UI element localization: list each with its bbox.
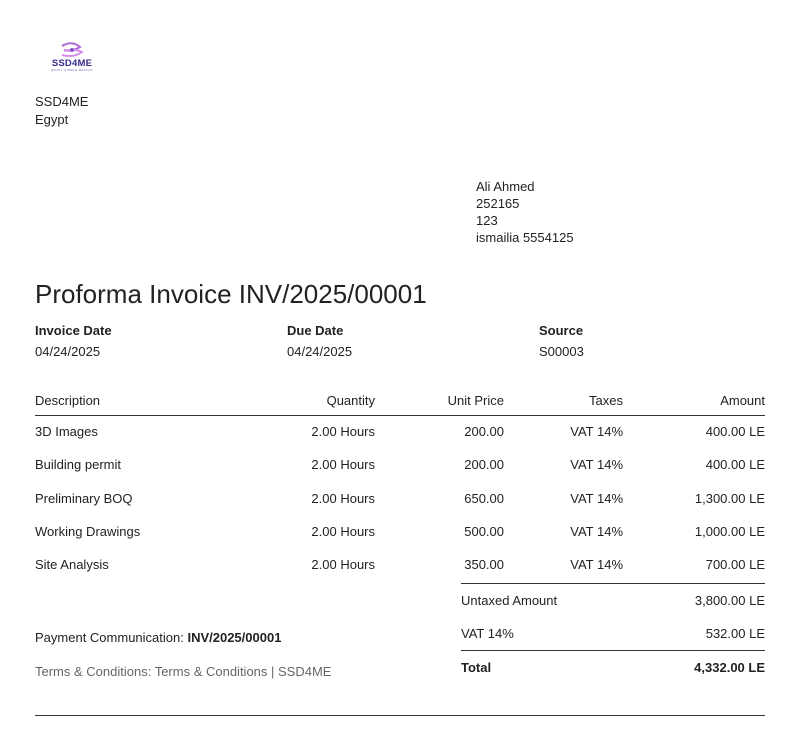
total-label: Total	[461, 660, 492, 675]
logo-tagline: ENJOY SIMPLE DESIGN	[51, 68, 93, 72]
line-taxes: VAT 14%	[570, 490, 623, 506]
vat-value: 532.00 LE	[705, 626, 765, 641]
line-description: Site Analysis	[35, 557, 109, 573]
header-quantity: Quantity	[235, 386, 375, 415]
footer-divider	[35, 715, 765, 716]
table-header-row	[35, 386, 765, 415]
partner-line-3: ismailia 5554125	[476, 230, 574, 245]
logo-wordmark: SSD4ME	[51, 58, 93, 69]
line-unit-price: 200.00	[464, 457, 504, 473]
line-amount: 700.00 LE	[705, 557, 765, 573]
line-taxes: VAT 14%	[570, 457, 623, 473]
table-row	[35, 448, 765, 481]
line-taxes: VAT 14%	[570, 524, 623, 540]
invoice-date-label: Invoice Date	[35, 323, 112, 338]
line-taxes: VAT 14%	[570, 557, 623, 573]
company-logo	[46, 42, 98, 74]
line-description: Preliminary BOQ	[35, 490, 133, 506]
partner-line-2: 123	[476, 213, 498, 228]
partner-name: Ali Ahmed	[476, 179, 535, 194]
total-row	[461, 650, 765, 684]
untaxed-label: Untaxed Amount	[461, 593, 558, 608]
line-amount: 400.00 LE	[705, 457, 765, 473]
header-description: Description	[35, 386, 235, 415]
invoice-lines-table	[35, 386, 765, 581]
due-date-block	[287, 323, 352, 359]
line-unit-price: 200.00	[464, 424, 504, 440]
table-row	[35, 415, 765, 448]
untaxed-row	[461, 584, 765, 617]
line-quantity: 2.00 Hours	[311, 557, 375, 573]
invoice-date-value: 04/24/2025	[35, 344, 101, 359]
company-address	[35, 93, 88, 129]
payment-communication	[35, 630, 281, 645]
header-taxes: Taxes	[504, 386, 623, 415]
payment-reference: INV/2025/00001	[187, 630, 282, 645]
source-value: S00003	[539, 344, 584, 359]
line-taxes: VAT 14%	[570, 424, 623, 440]
line-amount: 1,300.00 LE	[694, 490, 765, 506]
payment-label: Payment Communication:	[35, 630, 188, 645]
vat-label: VAT 14%	[461, 626, 514, 641]
partner-line-1: 252165	[476, 196, 520, 211]
line-unit-price: 500.00	[464, 524, 504, 540]
line-quantity: 2.00 Hours	[311, 490, 375, 506]
source-block	[539, 323, 584, 359]
due-date-label: Due Date	[287, 323, 344, 338]
line-amount: 1,000.00 LE	[694, 524, 765, 540]
company-country: Egypt	[35, 112, 69, 127]
line-quantity: 2.00 Hours	[311, 524, 375, 540]
line-quantity: 2.00 Hours	[311, 457, 375, 473]
line-unit-price: 650.00	[464, 490, 504, 506]
line-quantity: 2.00 Hours	[311, 424, 375, 440]
company-name: SSD4ME	[35, 94, 89, 109]
header-amount: Amount	[623, 386, 765, 415]
table-row	[35, 548, 765, 581]
totals-block	[461, 583, 765, 684]
line-unit-price: 350.00	[464, 557, 504, 573]
invoice-date-block	[35, 323, 112, 359]
untaxed-value: 3,800.00 LE	[694, 593, 765, 608]
due-date-value: 04/24/2025	[287, 344, 353, 359]
line-description: Working Drawings	[35, 524, 141, 540]
table-row	[35, 515, 765, 548]
header-unit-price: Unit Price	[375, 386, 504, 415]
vat-row	[461, 617, 765, 650]
line-description: Building permit	[35, 457, 121, 473]
page-title: Proforma Invoice INV/2025/00001	[35, 279, 427, 309]
table-row	[35, 482, 765, 515]
line-amount: 400.00 LE	[705, 424, 765, 440]
terms-and-conditions: Terms & Conditions: Terms & Conditions | SSD4ME	[35, 664, 332, 679]
line-description: 3D Images	[35, 424, 98, 440]
total-value: 4,332.00 LE	[694, 660, 765, 675]
partner-address	[476, 178, 574, 246]
source-label: Source	[539, 323, 584, 338]
